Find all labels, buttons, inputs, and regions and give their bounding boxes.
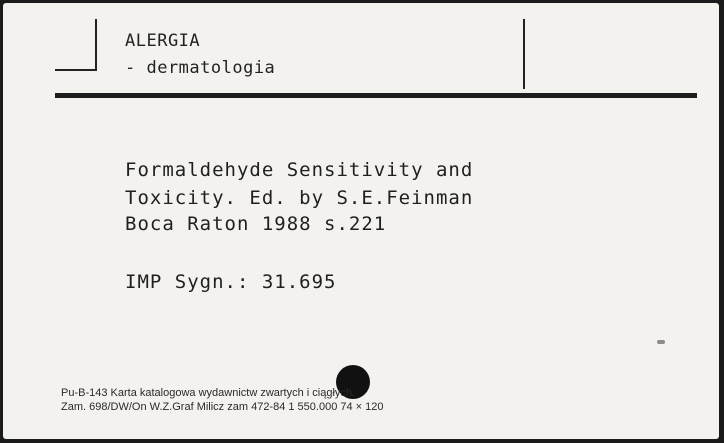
footer-line-1: Pu-B-143 Karta katalogowa wydawnictw zwartych i ciągłych. — [61, 387, 356, 399]
entry-line-3: Boca Raton 1988 s.221 — [125, 213, 387, 235]
vertical-rule — [523, 19, 525, 89]
subject-subdivision: - dermatologia — [125, 58, 276, 78]
footer-line-2: Zam. 698/DW/On W.Z.Graf Milicz zam 472-84 1 550.000 74 × 120 — [61, 401, 384, 413]
corner-bracket — [55, 19, 97, 71]
entry-line-2: Toxicity. Ed. by S.E.Feinman — [125, 187, 474, 209]
catalog-card — [3, 3, 719, 439]
entry-line-1: Formaldehyde Sensitivity and — [125, 159, 474, 181]
call-number: IMP Sygn.: 31.695 — [125, 271, 337, 293]
subject-heading: ALERGIA — [125, 31, 201, 51]
horizontal-rule — [55, 93, 697, 98]
ink-mark — [657, 340, 665, 344]
